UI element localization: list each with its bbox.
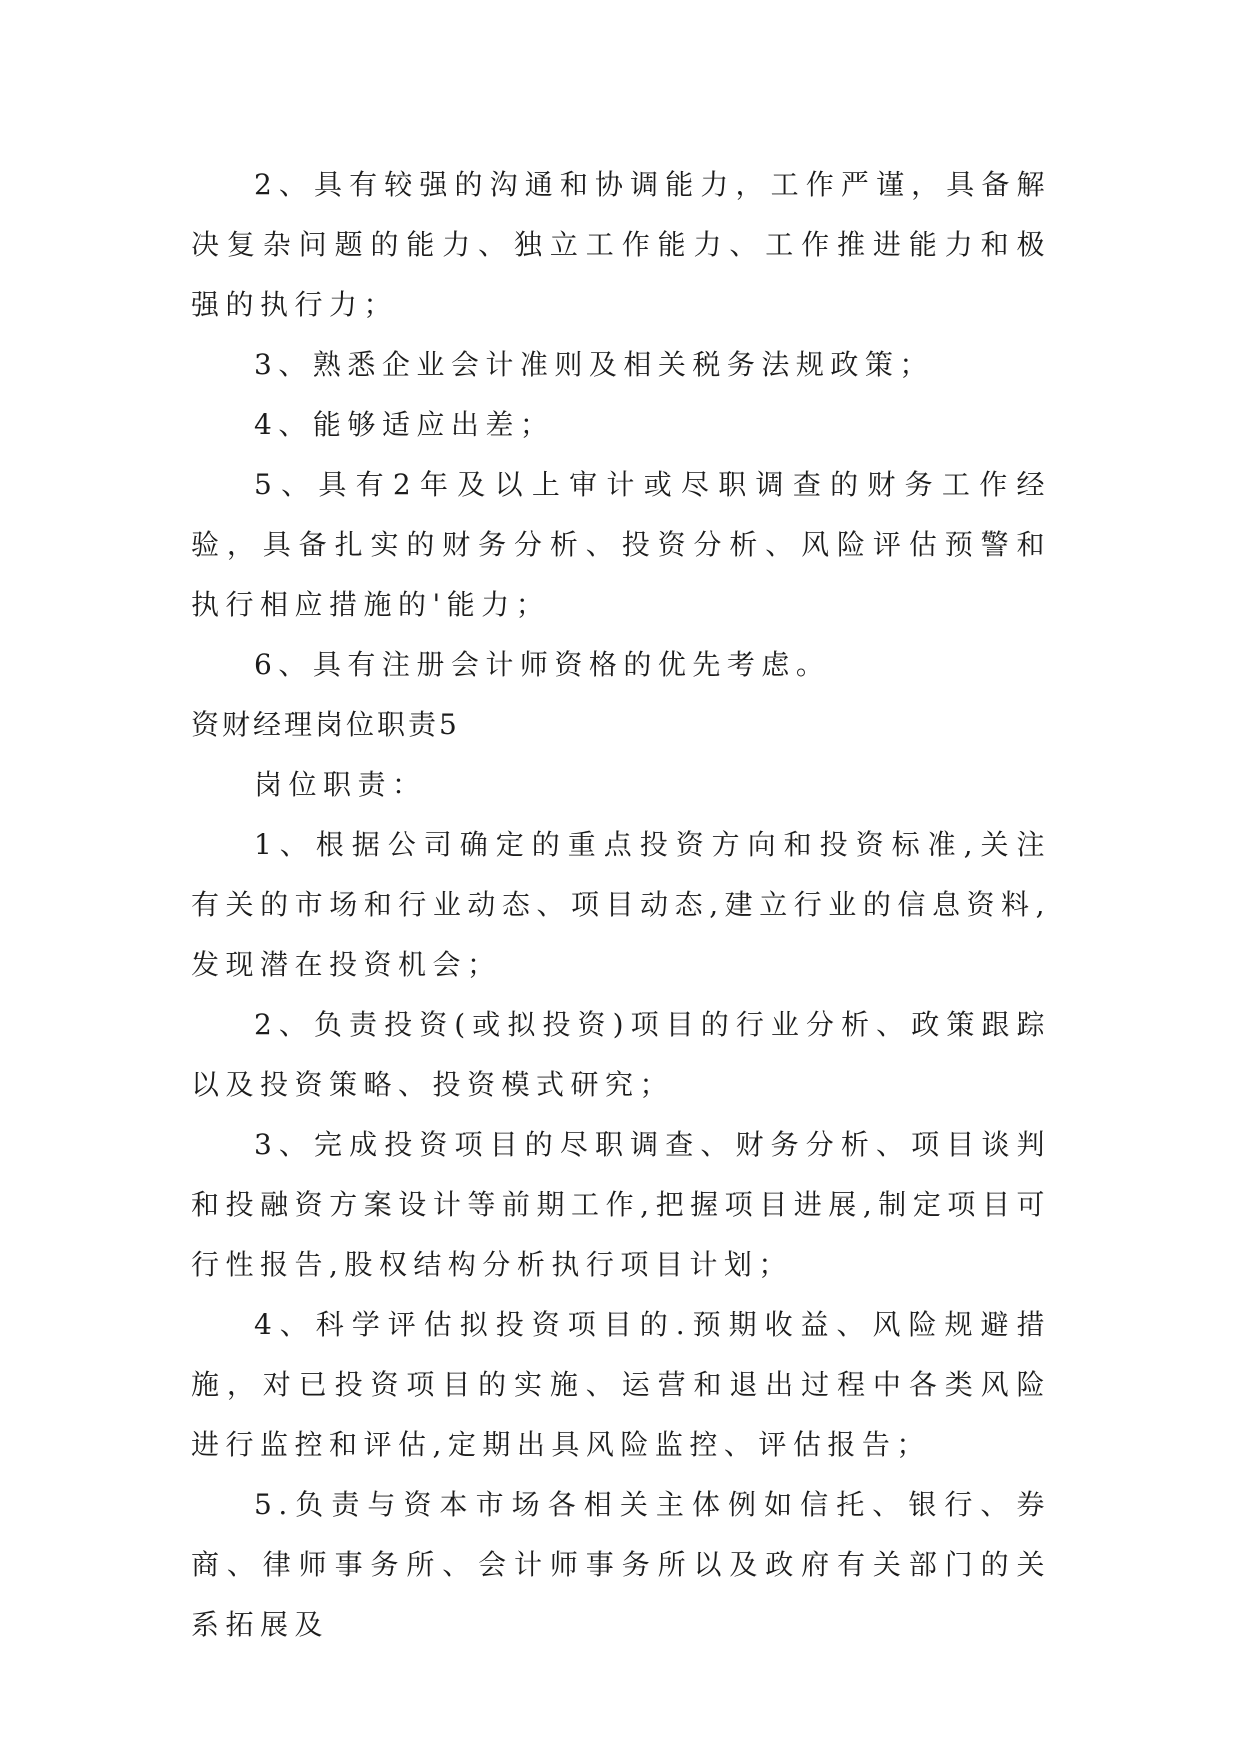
paragraph-requirement-2: 2、具有较强的沟通和协调能力，工作严谨，具备解决复杂问题的能力、独立工作能力、工作推进能力和极强的执行力； [191, 168, 1051, 321]
paragraph-requirement-4: 4、能够适应出差； [254, 408, 555, 441]
subheading-duties: 岗位职责： [254, 768, 427, 801]
paragraph-duty-3: 3、完成投资项目的尽职调查、财务分析、项目谈判和投融资方案设计等前期工作,把握项目进展,制定项目可行性报告,股权结构分析执行项目计划； [191, 1128, 1051, 1281]
paragraph-duty-2: 2、负责投资(或拟投资)项目的行业分析、政策跟踪以及投资策略、投资模式研究； [191, 1008, 1051, 1101]
paragraph-duty-5: 5.负责与资本市场各相关主体例如信托、银行、券商、律师事务所、会计师事务所以及政府有关部门的关系拓展及 [191, 1488, 1051, 1641]
paragraph-requirement-6: 6、具有注册会计师资格的优先考虑。 [254, 648, 831, 681]
section-heading: 资财经理岗位职责5 [191, 708, 460, 741]
document-body [191, 155, 1051, 1655]
paragraph-requirement-3: 3、熟悉企业会计准则及相关税务法规政策； [254, 348, 934, 381]
paragraph-duty-4: 4、科学评估拟投资项目的.预期收益、风险规避措施，对已投资项目的实施、运营和退出过程中各类风险进行监控和评估,定期出具风险监控、评估报告； [191, 1308, 1051, 1461]
paragraph-duty-1: 1、根据公司确定的重点投资方向和投资标准,关注有关的市场和行业动态、项目动态,建立行业的信息资料,发现潜在投资机会； [191, 828, 1051, 981]
paragraph-requirement-5: 5、具有2年及以上审计或尽职调查的财务工作经验，具备扎实的财务分析、投资分析、风险评估预警和执行相应措施的'能力； [191, 468, 1051, 621]
